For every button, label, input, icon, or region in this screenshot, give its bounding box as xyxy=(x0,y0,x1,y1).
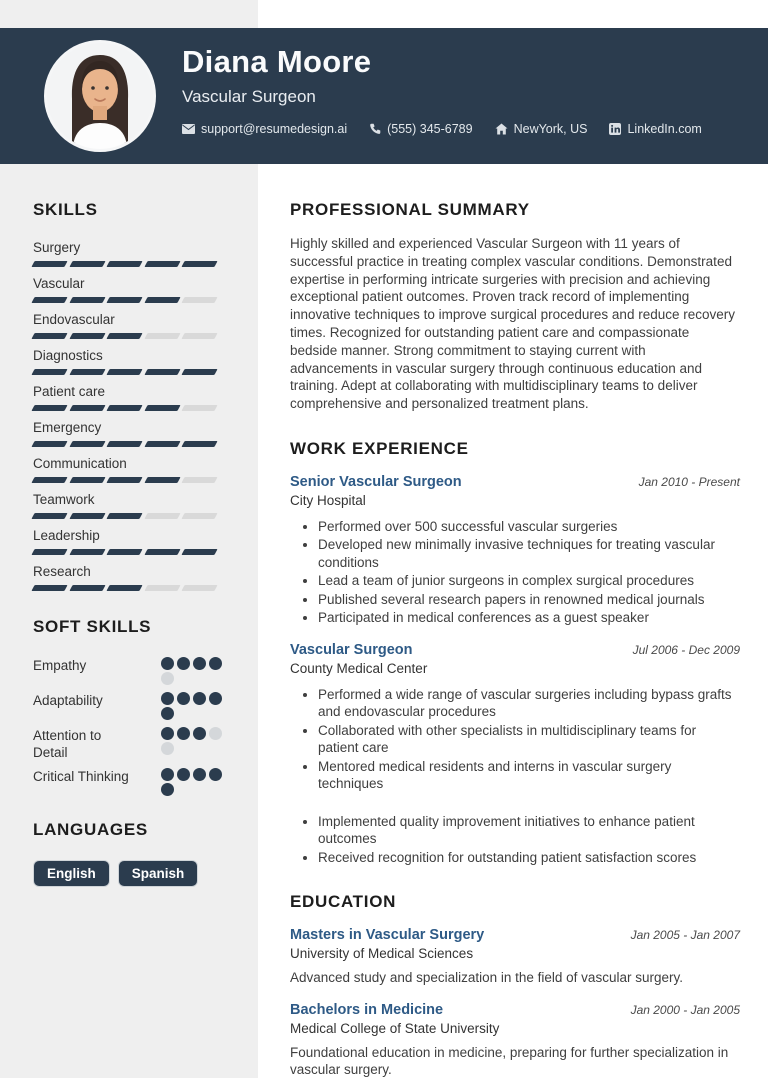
skill-label: Patient care xyxy=(33,384,106,399)
rating-dot xyxy=(161,707,174,720)
skill-bar-segment xyxy=(181,261,217,267)
job-bullet-list xyxy=(290,518,740,627)
skill-item xyxy=(33,240,225,267)
job-title: Senior Vascular Surgeon xyxy=(290,473,462,490)
skill-item xyxy=(33,348,225,375)
skill-bar-segment xyxy=(31,549,67,555)
skill-label: Leadership xyxy=(33,528,100,543)
rating-dot xyxy=(161,727,174,740)
skill-bar-segment xyxy=(144,549,180,555)
languages-heading: LANGUAGES xyxy=(33,820,148,839)
contact-linkedin-text: LinkedIn.com xyxy=(627,122,702,136)
rating-dot xyxy=(209,768,222,781)
skill-bar-segment xyxy=(181,405,217,411)
content-columns xyxy=(0,164,768,1078)
skill-bar-segment xyxy=(106,297,142,303)
home-icon xyxy=(495,123,508,135)
linkedin-icon xyxy=(609,123,621,135)
skill-bar xyxy=(33,333,225,339)
person-name: Diana Moore xyxy=(182,44,372,79)
skill-bar-segment xyxy=(144,405,180,411)
skill-bar-segment xyxy=(144,513,180,519)
skill-bar-segment xyxy=(181,585,217,591)
skill-bar-segment xyxy=(181,333,217,339)
skill-bar xyxy=(33,477,225,483)
skill-bar-segment xyxy=(69,441,105,447)
skill-bar-segment xyxy=(181,513,217,519)
skill-bar xyxy=(33,441,225,447)
skill-bar-segment xyxy=(144,369,180,375)
school-name: Medical College of State University xyxy=(290,1020,500,1036)
skill-bar-segment xyxy=(181,549,217,555)
skill-bar-segment xyxy=(69,549,105,555)
soft-skills-list xyxy=(33,657,225,796)
job-bullet: • Mentored medical residents and interns in vascular surgery techniques xyxy=(318,758,738,793)
rating-dot xyxy=(177,727,190,740)
skill-bar xyxy=(33,585,225,591)
soft-skill-label: Adaptability xyxy=(33,693,103,708)
education-list xyxy=(290,927,740,1078)
contact-bar xyxy=(182,122,702,136)
skill-bar xyxy=(33,369,225,375)
soft-skill-item xyxy=(33,692,225,720)
rating-dot xyxy=(161,672,174,685)
education-entry xyxy=(290,927,740,987)
skill-item xyxy=(33,420,225,447)
skill-bar-segment xyxy=(31,477,67,483)
skill-bar-segment xyxy=(106,333,142,339)
skill-bar-segment xyxy=(144,333,180,339)
email-icon xyxy=(182,124,195,134)
soft-skill-item xyxy=(33,727,225,761)
header-text xyxy=(182,44,702,136)
skill-label: Communication xyxy=(33,456,127,471)
soft-skill-label: Attention to Detail xyxy=(33,728,102,760)
skill-bar-segment xyxy=(31,441,67,447)
job-company: County Medical Center xyxy=(290,660,428,676)
top-strip xyxy=(0,0,768,28)
skill-bar-segment xyxy=(106,549,142,555)
skill-bar-segment xyxy=(31,513,67,519)
contact-phone-text: (555) 345-6789 xyxy=(387,122,473,136)
rating-dot xyxy=(193,692,206,705)
skill-item xyxy=(33,492,225,519)
top-strip-main-band xyxy=(258,0,768,28)
language-badge: Spanish xyxy=(118,860,199,887)
skill-bar xyxy=(33,405,225,411)
skill-bar-segment xyxy=(31,333,67,339)
degree-title: Masters in Vascular Surgery xyxy=(290,927,485,944)
rating-dot xyxy=(177,768,190,781)
rating-dot xyxy=(161,692,174,705)
skill-label: Emergency xyxy=(33,420,102,435)
skill-bar xyxy=(33,261,225,267)
rating-dot xyxy=(193,768,206,781)
contact-location[interactable] xyxy=(495,122,588,136)
skill-bar-segment xyxy=(31,585,67,591)
skill-bar-segment xyxy=(106,261,142,267)
skill-bar-segment xyxy=(69,261,105,267)
soft-skills-heading: SOFT SKILLS xyxy=(33,617,152,636)
soft-skill-label: Critical Thinking xyxy=(33,769,129,784)
phone-icon xyxy=(369,123,381,135)
job-bullet: • Performed over 500 successful vascular surgeries xyxy=(318,518,738,536)
skill-label: Endovascular xyxy=(33,312,115,327)
skill-item xyxy=(33,528,225,555)
degree-title: Bachelors in Medicine xyxy=(290,1001,444,1018)
experience-section xyxy=(290,439,740,867)
rating-dot xyxy=(209,727,222,740)
school-name: University of Medical Sciences xyxy=(290,946,474,962)
skills-list xyxy=(33,240,225,591)
skill-bar-segment xyxy=(144,261,180,267)
education-dates: Jan 2000 - Jan 2005 xyxy=(630,1002,740,1017)
skill-bar-segment xyxy=(106,513,142,519)
job-title: Vascular Surgeon xyxy=(290,641,413,658)
rating-dot xyxy=(161,783,174,796)
rating-dot xyxy=(209,692,222,705)
skill-label: Teamwork xyxy=(33,492,95,507)
skill-bar xyxy=(33,513,225,519)
contact-phone[interactable] xyxy=(369,122,472,136)
skill-bar-segment xyxy=(69,297,105,303)
rating-dot xyxy=(177,692,190,705)
contact-email-text: support@resumedesign.ai xyxy=(201,122,348,136)
contact-email[interactable] xyxy=(182,122,347,136)
skill-label: Vascular xyxy=(33,276,85,291)
job-bullet: • Performed a wide range of vascular surgeries including bypass grafts and endovascular procedures xyxy=(318,686,738,721)
education-header xyxy=(290,1002,740,1018)
job-header xyxy=(290,642,740,658)
job-bullet-list xyxy=(290,813,740,867)
skill-bar-segment xyxy=(69,513,105,519)
skill-bar-segment xyxy=(31,405,67,411)
skill-item xyxy=(33,312,225,339)
rating-dot xyxy=(161,657,174,670)
education-header xyxy=(290,927,740,943)
summary-section xyxy=(290,200,740,413)
skill-bar-segment xyxy=(69,333,105,339)
skill-bar-segment xyxy=(106,441,142,447)
skill-bar-segment xyxy=(144,297,180,303)
avatar xyxy=(44,40,156,152)
language-badge: English xyxy=(33,860,110,887)
job-entry xyxy=(290,474,740,627)
skill-label: Research xyxy=(33,564,91,579)
rating-dot xyxy=(209,657,222,670)
education-dates: Jan 2005 - Jan 2007 xyxy=(630,928,740,943)
skill-bar xyxy=(33,549,225,555)
education-section xyxy=(290,892,740,1078)
top-strip-sidebar-band xyxy=(0,0,258,28)
skill-bar-segment xyxy=(144,585,180,591)
education-description: Foundational education in medicine, preparing for further specialization in vascular surgery. xyxy=(290,1044,729,1078)
job-bullet: • Collaborated with other specialists in multidisciplinary teams for patient care xyxy=(318,722,738,757)
job-dates: Jan 2010 - Present xyxy=(638,474,740,489)
skill-bar-segment xyxy=(106,405,142,411)
education-entry xyxy=(290,1002,740,1078)
skill-item xyxy=(33,564,225,591)
rating-dot xyxy=(161,768,174,781)
skill-bar-segment xyxy=(31,261,67,267)
rating-dot xyxy=(193,727,206,740)
skill-bar-segment xyxy=(69,405,105,411)
summary-heading: PROFESSIONAL SUMMARY xyxy=(290,200,530,219)
experience-heading: WORK EXPERIENCE xyxy=(290,438,469,458)
soft-skill-dots xyxy=(161,657,225,685)
header xyxy=(0,28,768,164)
job-bullet: • Implemented quality improvement initiatives to enhance patient outcomes xyxy=(318,813,738,848)
skill-bar-segment xyxy=(69,369,105,375)
skill-bar-segment xyxy=(144,477,180,483)
soft-skill-item xyxy=(33,768,225,796)
rating-dot xyxy=(177,657,190,670)
skill-bar-segment xyxy=(144,441,180,447)
job-dates: Jul 2006 - Dec 2009 xyxy=(632,642,740,657)
education-heading: EDUCATION xyxy=(290,892,397,912)
rating-dot xyxy=(161,742,174,755)
job-bullet-list xyxy=(290,686,740,793)
skill-bar-segment xyxy=(31,297,67,303)
skill-bar-segment xyxy=(181,297,217,303)
main-content xyxy=(258,164,768,1078)
avatar-illustration xyxy=(47,43,153,149)
skill-item xyxy=(33,456,225,483)
job-entry xyxy=(290,642,740,867)
languages-list xyxy=(33,860,225,887)
sidebar xyxy=(0,164,258,1078)
education-description: Advanced study and specialization in the field of vascular surgery. xyxy=(290,970,683,986)
skill-item xyxy=(33,276,225,303)
job-bullet: • Lead a team of junior surgeons in complex surgical procedures xyxy=(318,572,738,590)
soft-skill-dots xyxy=(161,768,225,796)
person-job-title: Vascular Surgeon xyxy=(182,87,316,106)
skill-bar-segment xyxy=(31,369,67,375)
skills-heading: SKILLS xyxy=(33,200,98,219)
skill-bar-segment xyxy=(106,585,142,591)
job-bullet: • Participated in medical conferences as a guest speaker xyxy=(318,609,738,627)
skill-item xyxy=(33,384,225,411)
skill-bar-segment xyxy=(106,477,142,483)
skill-label: Surgery xyxy=(33,240,81,255)
soft-skill-label: Empathy xyxy=(33,658,87,673)
job-header xyxy=(290,474,740,490)
soft-skill-item xyxy=(33,657,225,685)
summary-text: Highly skilled and experienced Vascular Surgeon with 11 years of successful practice in treating complex vascular conditions. Demonstrated expertise in performing intricate surgeries with precision and achieving exceptional patient outcomes. Proven track record of implementing innovative techniques to improve surgical procedures and reduce recovery times. Recognized for outstanding patient care and compassionate bedside manner. Strong commitment to staying current with advancements in vascular surgery through continuous education and training. Adept at collaborating with multidisciplinary teams to deliver comprehensive and personalized treatment plans. xyxy=(290,236,735,412)
soft-skill-dots xyxy=(161,727,225,761)
job-bullet: • Received recognition for outstanding patient satisfaction scores xyxy=(318,849,738,867)
job-company: City Hospital xyxy=(290,492,366,508)
skill-bar-segment xyxy=(181,441,217,447)
skill-bar-segment xyxy=(181,369,217,375)
rating-dot xyxy=(193,657,206,670)
job-bullet: • Developed new minimally invasive techniques for treating vascular conditions xyxy=(318,536,738,571)
contact-linkedin[interactable] xyxy=(609,122,701,136)
skill-label: Diagnostics xyxy=(33,348,103,363)
soft-skill-dots xyxy=(161,692,225,720)
skill-bar-segment xyxy=(69,585,105,591)
skill-bar-segment xyxy=(106,369,142,375)
jobs-list xyxy=(290,474,740,867)
skill-bar xyxy=(33,297,225,303)
skill-bar-segment xyxy=(69,477,105,483)
contact-location-text: NewYork, US xyxy=(513,122,588,136)
job-bullet: • Published several research papers in renowned medical journals xyxy=(318,591,738,609)
skill-bar-segment xyxy=(181,477,217,483)
